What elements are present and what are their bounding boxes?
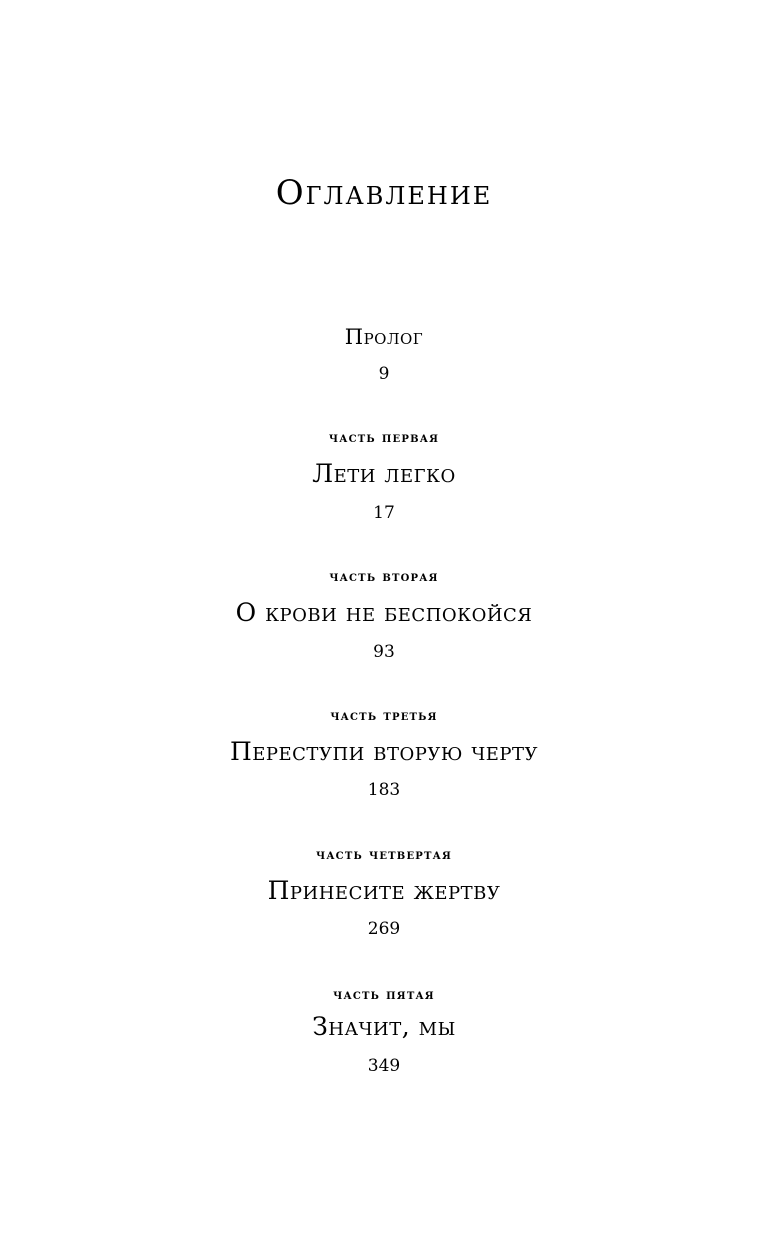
part-5-title: Значит, мы bbox=[312, 1012, 456, 1041]
prologue-page-number: 9 bbox=[378, 364, 390, 384]
page-title: Оглавление bbox=[275, 173, 493, 213]
part-3-title: Переступи вторую черту bbox=[229, 737, 539, 766]
part-2-label: часть вторая bbox=[329, 569, 439, 585]
prologue-title: Пролог bbox=[344, 325, 424, 349]
part-5-page-number: 349 bbox=[367, 1056, 401, 1076]
part-3-label: часть третья bbox=[330, 708, 438, 724]
part-1-title: Лети легко bbox=[312, 459, 456, 488]
part-4-page-number: 269 bbox=[367, 919, 401, 939]
part-2-page-number: 93 bbox=[373, 642, 395, 662]
part-2-title: О крови не беспокойся bbox=[235, 598, 533, 627]
part-3-page-number: 183 bbox=[367, 780, 401, 800]
part-5-label: часть пятая bbox=[333, 987, 435, 1003]
part-4-label: часть четвертая bbox=[316, 847, 452, 863]
part-4-title: Принесите жертву bbox=[267, 876, 501, 905]
part-1-page-number: 17 bbox=[373, 503, 395, 523]
part-1-label: часть первая bbox=[328, 430, 440, 446]
